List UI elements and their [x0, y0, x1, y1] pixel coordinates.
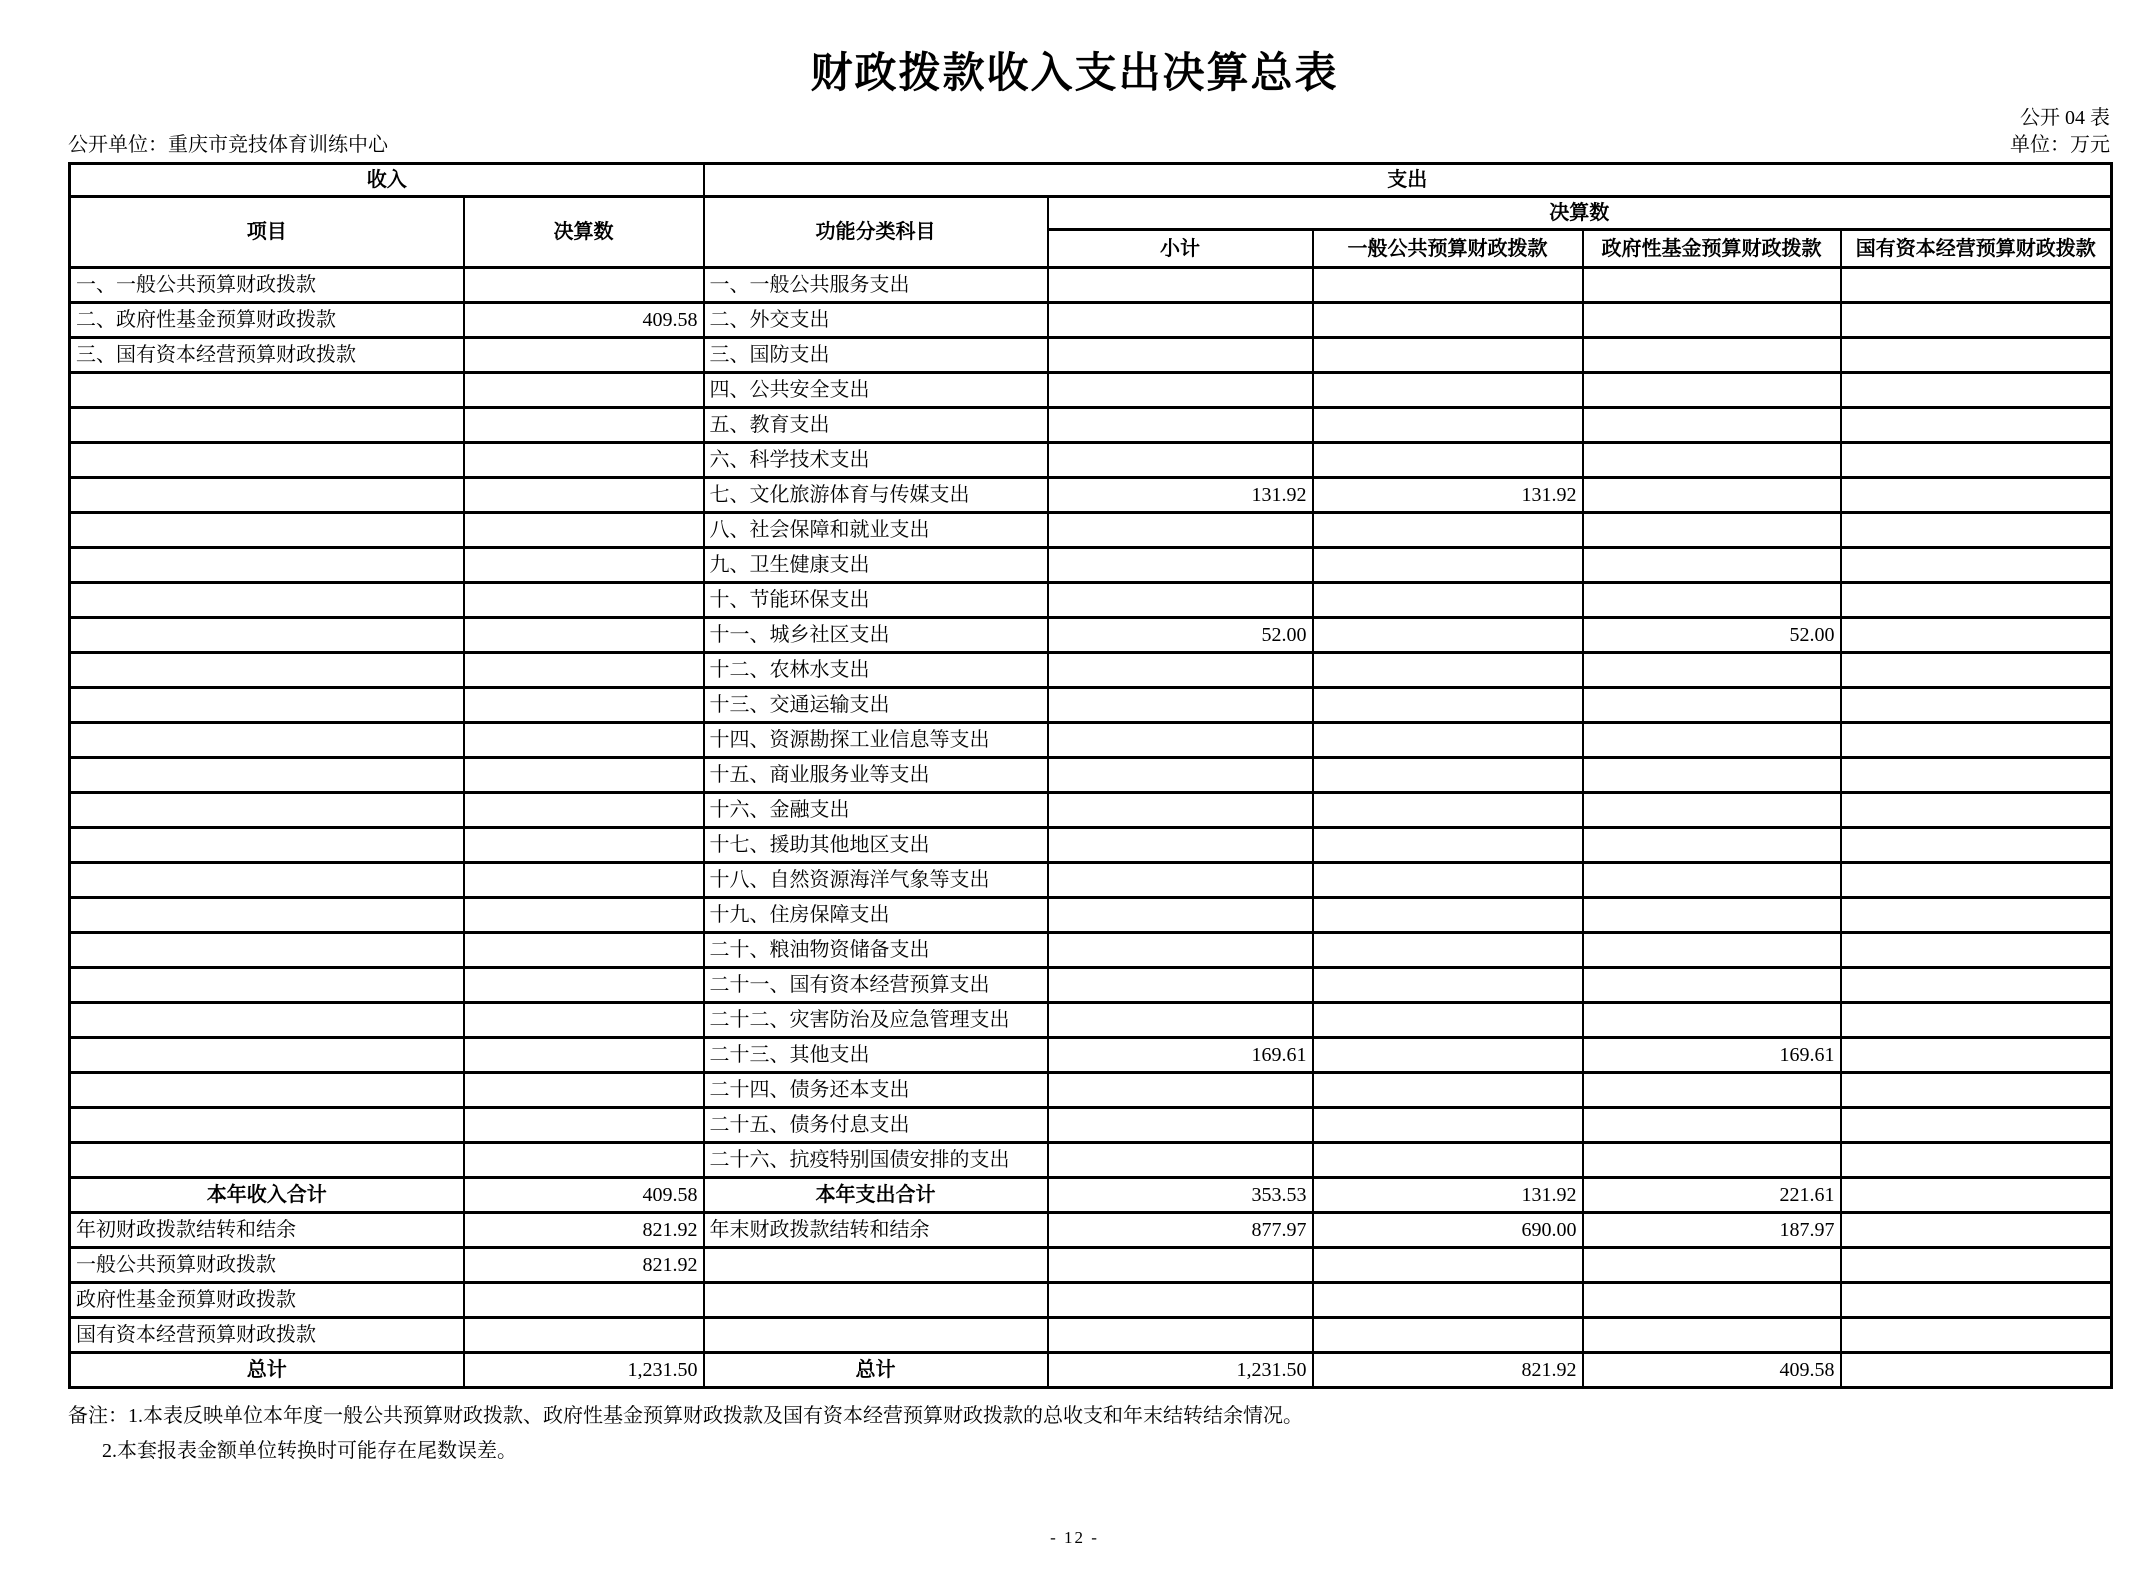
government-fund-budget-amount-cell	[1583, 723, 1841, 758]
subtotal-amount-cell	[1048, 513, 1313, 548]
income-amount-cell	[464, 828, 704, 863]
income-amount-cell	[464, 723, 704, 758]
government-fund-budget-amount-cell	[1583, 513, 1841, 548]
income-amount-cell	[464, 583, 704, 618]
general-public-budget-amount-cell	[1313, 583, 1583, 618]
state-capital-budget-amount-cell	[1841, 1353, 2112, 1388]
income-amount-cell	[464, 268, 704, 303]
expenditure-item-cell: 二、外交支出	[704, 303, 1048, 338]
general-public-budget-amount-cell	[1313, 373, 1583, 408]
government-fund-budget-amount-cell	[1583, 1073, 1841, 1108]
subtotal-amount-cell	[1048, 548, 1313, 583]
expenditure-item-cell: 六、科学技术支出	[704, 443, 1048, 478]
government-fund-budget-amount-cell	[1583, 1143, 1841, 1178]
general-public-budget-amount-cell: 131.92	[1313, 1178, 1583, 1213]
state-capital-budget-amount-cell	[1841, 653, 2112, 688]
table-row	[70, 408, 2112, 443]
col-header-subtotal: 小计	[1048, 230, 1313, 268]
government-fund-budget-amount-cell	[1583, 793, 1841, 828]
col-header-final-amount: 决算数	[464, 197, 704, 268]
table-row	[70, 513, 2112, 548]
government-fund-budget-amount-cell	[1583, 548, 1841, 583]
fiscal-appropriation-table	[68, 162, 2113, 1389]
state-capital-budget-amount-cell	[1841, 338, 2112, 373]
expenditure-item-cell: 二十二、灾害防治及应急管理支出	[704, 1003, 1048, 1038]
income-amount-cell: 409.58	[464, 303, 704, 338]
state-capital-budget-amount-cell	[1841, 793, 2112, 828]
general-public-budget-amount-cell	[1313, 1318, 1583, 1353]
state-capital-budget-amount-cell	[1841, 688, 2112, 723]
table-row	[70, 758, 2112, 793]
income-item-cell	[70, 408, 464, 443]
income-amount-cell	[464, 793, 704, 828]
government-fund-budget-amount-cell	[1583, 338, 1841, 373]
income-amount-cell	[464, 408, 704, 443]
page-title: 财政拨款收入支出决算总表	[810, 51, 1339, 97]
income-item-cell	[70, 653, 464, 688]
income-item-cell	[70, 723, 464, 758]
subtotal-amount-cell	[1048, 1108, 1313, 1143]
government-fund-budget-amount-cell	[1583, 688, 1841, 723]
income-amount-cell	[464, 933, 704, 968]
expenditure-item-cell: 九、卫生健康支出	[704, 548, 1048, 583]
general-public-budget-amount-cell	[1313, 408, 1583, 443]
income-item-cell: 年初财政拨款结转和结余	[70, 1213, 464, 1248]
income-item-cell: 一般公共预算财政拨款	[70, 1248, 464, 1283]
subtotal-amount-cell	[1048, 1318, 1313, 1353]
state-capital-budget-amount-cell	[1841, 723, 2112, 758]
state-capital-budget-amount-cell	[1841, 1038, 2112, 1073]
income-item-cell	[70, 933, 464, 968]
general-public-budget-amount-cell	[1313, 828, 1583, 863]
col-header-government-fund-budget: 政府性基金预算财政拨款	[1583, 230, 1841, 268]
general-public-budget-amount-cell	[1313, 1038, 1583, 1073]
expenditure-section-header: 支出	[704, 164, 2112, 197]
expenditure-item-cell: 本年支出合计	[704, 1178, 1048, 1213]
page-number: - 12 -	[1050, 1528, 1099, 1547]
income-amount-cell	[464, 513, 704, 548]
general-public-budget-amount-cell	[1313, 303, 1583, 338]
general-public-budget-amount-cell: 690.00	[1313, 1213, 1583, 1248]
government-fund-budget-amount-cell	[1583, 1003, 1841, 1038]
government-fund-budget-amount-cell: 221.61	[1583, 1178, 1841, 1213]
general-public-budget-amount-cell	[1313, 688, 1583, 723]
subtotal-amount-cell	[1048, 303, 1313, 338]
table-row	[70, 478, 2112, 513]
table-row	[70, 863, 2112, 898]
income-amount-cell: 1,231.50	[464, 1353, 704, 1388]
subtotal-amount-cell: 877.97	[1048, 1213, 1313, 1248]
table-row	[70, 443, 2112, 478]
state-capital-budget-amount-cell	[1841, 968, 2112, 1003]
general-public-budget-amount-cell	[1313, 268, 1583, 303]
table-row	[70, 1143, 2112, 1178]
government-fund-budget-amount-cell	[1583, 758, 1841, 793]
income-item-cell: 总计	[70, 1353, 464, 1388]
general-public-budget-amount-cell	[1313, 723, 1583, 758]
general-public-budget-amount-cell	[1313, 1248, 1583, 1283]
subtotal-amount-cell	[1048, 268, 1313, 303]
col-group-final-amount: 决算数	[1048, 197, 2112, 230]
expenditure-item-cell	[704, 1248, 1048, 1283]
expenditure-item-cell: 四、公共安全支出	[704, 373, 1048, 408]
income-item-cell	[70, 758, 464, 793]
income-amount-cell	[464, 653, 704, 688]
government-fund-budget-amount-cell	[1583, 898, 1841, 933]
document-page	[0, 50, 2149, 1570]
meta-row	[68, 132, 2110, 158]
state-capital-budget-amount-cell	[1841, 548, 2112, 583]
notes-block	[68, 1399, 2149, 1469]
subtotal-amount-cell	[1048, 793, 1313, 828]
income-amount-cell	[464, 548, 704, 583]
general-public-budget-amount-cell	[1313, 968, 1583, 1003]
expenditure-item-cell: 二十三、其他支出	[704, 1038, 1048, 1073]
table-header-row-groups	[70, 197, 2112, 230]
subtotal-amount-cell	[1048, 758, 1313, 793]
income-item-cell	[70, 863, 464, 898]
note-line-2: 2.本套报表金额单位转换时可能存在尾数误差。	[102, 1440, 517, 1463]
state-capital-budget-amount-cell	[1841, 373, 2112, 408]
income-amount-cell	[464, 758, 704, 793]
state-capital-budget-amount-cell	[1841, 1318, 2112, 1353]
income-amount-cell	[464, 1073, 704, 1108]
government-fund-budget-amount-cell	[1583, 408, 1841, 443]
subtotal-amount-cell	[1048, 723, 1313, 758]
subtotal-amount-cell	[1048, 338, 1313, 373]
table-row	[70, 618, 2112, 653]
subtotal-amount-cell	[1048, 968, 1313, 1003]
expenditure-item-cell: 五、教育支出	[704, 408, 1048, 443]
expenditure-item-cell: 二十五、债务付息支出	[704, 1108, 1048, 1143]
table-row	[70, 688, 2112, 723]
general-public-budget-amount-cell	[1313, 618, 1583, 653]
government-fund-budget-amount-cell: 52.00	[1583, 618, 1841, 653]
state-capital-budget-amount-cell	[1841, 1108, 2112, 1143]
expenditure-item-cell: 十六、金融支出	[704, 793, 1048, 828]
general-public-budget-amount-cell	[1313, 793, 1583, 828]
col-header-functional-category: 功能分类科目	[704, 197, 1048, 268]
expenditure-item-cell: 十三、交通运输支出	[704, 688, 1048, 723]
expenditure-item-cell: 十五、商业服务业等支出	[704, 758, 1048, 793]
subtotal-amount-cell: 131.92	[1048, 478, 1313, 513]
income-amount-cell: 821.92	[464, 1248, 704, 1283]
table-row	[70, 1003, 2112, 1038]
government-fund-budget-amount-cell	[1583, 443, 1841, 478]
income-item-cell	[70, 373, 464, 408]
state-capital-budget-amount-cell	[1841, 758, 2112, 793]
expenditure-item-cell: 三、国防支出	[704, 338, 1048, 373]
state-capital-budget-amount-cell	[1841, 1248, 2112, 1283]
table-row	[70, 1108, 2112, 1143]
subtotal-amount-cell	[1048, 1143, 1313, 1178]
expenditure-item-cell	[704, 1283, 1048, 1318]
expenditure-item-cell: 十一、城乡社区支出	[704, 618, 1048, 653]
subtotal-amount-cell: 353.53	[1048, 1178, 1313, 1213]
government-fund-budget-amount-cell	[1583, 303, 1841, 338]
income-item-cell	[70, 898, 464, 933]
income-amount-cell	[464, 1108, 704, 1143]
table-row	[70, 1073, 2112, 1108]
government-fund-budget-amount-cell	[1583, 933, 1841, 968]
state-capital-budget-amount-cell	[1841, 1178, 2112, 1213]
general-public-budget-amount-cell	[1313, 443, 1583, 478]
general-public-budget-amount-cell	[1313, 1283, 1583, 1318]
state-capital-budget-amount-cell	[1841, 828, 2112, 863]
currency-unit-label: 单位：万元	[2010, 134, 2110, 157]
state-capital-budget-amount-cell	[1841, 513, 2112, 548]
income-amount-cell	[464, 688, 704, 723]
government-fund-budget-amount-cell: 187.97	[1583, 1213, 1841, 1248]
state-capital-budget-amount-cell	[1841, 1283, 2112, 1318]
general-public-budget-amount-cell	[1313, 1073, 1583, 1108]
table-row	[70, 653, 2112, 688]
expenditure-item-cell: 二十、粮油物资储备支出	[704, 933, 1048, 968]
subtotal-amount-cell	[1048, 443, 1313, 478]
table-body	[70, 268, 2112, 1388]
subtotal-amount-cell	[1048, 863, 1313, 898]
subtotal-amount-cell	[1048, 653, 1313, 688]
state-capital-budget-amount-cell	[1841, 933, 2112, 968]
expenditure-item-cell: 十二、农林水支出	[704, 653, 1048, 688]
income-item-cell: 三、国有资本经营预算财政拨款	[70, 338, 464, 373]
government-fund-budget-amount-cell: 409.58	[1583, 1353, 1841, 1388]
expenditure-item-cell: 十八、自然资源海洋气象等支出	[704, 863, 1048, 898]
expenditure-item-cell	[704, 1318, 1048, 1353]
income-amount-cell: 821.92	[464, 1213, 704, 1248]
subtotal-amount-cell	[1048, 1283, 1313, 1318]
government-fund-budget-amount-cell	[1583, 1283, 1841, 1318]
income-item-cell: 二、政府性基金预算财政拨款	[70, 303, 464, 338]
income-item-cell: 国有资本经营预算财政拨款	[70, 1318, 464, 1353]
subtotal-amount-cell	[1048, 583, 1313, 618]
expenditure-item-cell: 一、一般公共服务支出	[704, 268, 1048, 303]
income-item-cell	[70, 583, 464, 618]
state-capital-budget-amount-cell	[1841, 478, 2112, 513]
general-public-budget-amount-cell	[1313, 548, 1583, 583]
income-item-cell: 政府性基金预算财政拨款	[70, 1283, 464, 1318]
income-item-cell	[70, 1038, 464, 1073]
government-fund-budget-amount-cell	[1583, 828, 1841, 863]
expenditure-item-cell: 总计	[704, 1353, 1048, 1388]
government-fund-budget-amount-cell	[1583, 1108, 1841, 1143]
subtotal-amount-cell	[1048, 1073, 1313, 1108]
government-fund-budget-amount-cell	[1583, 863, 1841, 898]
table-row	[70, 968, 2112, 1003]
table-row	[70, 1178, 2112, 1213]
income-item-cell	[70, 618, 464, 653]
expenditure-item-cell: 十九、住房保障支出	[704, 898, 1048, 933]
general-public-budget-amount-cell	[1313, 653, 1583, 688]
income-amount-cell	[464, 863, 704, 898]
state-capital-budget-amount-cell	[1841, 443, 2112, 478]
general-public-budget-amount-cell	[1313, 338, 1583, 373]
subtotal-amount-cell	[1048, 1003, 1313, 1038]
state-capital-budget-amount-cell	[1841, 408, 2112, 443]
expenditure-item-cell: 二十一、国有资本经营预算支出	[704, 968, 1048, 1003]
table-row	[70, 583, 2112, 618]
subtotal-amount-cell: 169.61	[1048, 1038, 1313, 1073]
table-row	[70, 828, 2112, 863]
table-row	[70, 303, 2112, 338]
table-row	[70, 1213, 2112, 1248]
state-capital-budget-amount-cell	[1841, 268, 2112, 303]
state-capital-budget-amount-cell	[1841, 1003, 2112, 1038]
government-fund-budget-amount-cell	[1583, 268, 1841, 303]
expenditure-item-cell: 七、文化旅游体育与传媒支出	[704, 478, 1048, 513]
income-item-cell	[70, 1143, 464, 1178]
expenditure-item-cell: 十、节能环保支出	[704, 583, 1048, 618]
income-item-cell	[70, 1073, 464, 1108]
government-fund-budget-amount-cell	[1583, 478, 1841, 513]
income-item-cell	[70, 828, 464, 863]
general-public-budget-amount-cell	[1313, 758, 1583, 793]
income-item-cell	[70, 1003, 464, 1038]
subtotal-amount-cell	[1048, 373, 1313, 408]
subtotal-amount-cell	[1048, 898, 1313, 933]
general-public-budget-amount-cell	[1313, 1003, 1583, 1038]
income-amount-cell	[464, 1283, 704, 1318]
government-fund-budget-amount-cell	[1583, 1318, 1841, 1353]
state-capital-budget-amount-cell	[1841, 898, 2112, 933]
note-line-1: 备注：1.本表反映单位本年度一般公共预算财政拨款、政府性基金预算财政拨款及国有资本经营预算财政拨款的总收支和年末结转结余情况。	[68, 1405, 1303, 1428]
table-row	[70, 268, 2112, 303]
expenditure-item-cell: 十四、资源勘探工业信息等支出	[704, 723, 1048, 758]
income-amount-cell	[464, 968, 704, 1003]
general-public-budget-amount-cell	[1313, 513, 1583, 548]
income-amount-cell: 409.58	[464, 1178, 704, 1213]
table-row	[70, 723, 2112, 758]
income-item-cell	[70, 548, 464, 583]
income-amount-cell	[464, 618, 704, 653]
table-row	[70, 548, 2112, 583]
subtotal-amount-cell: 1,231.50	[1048, 1353, 1313, 1388]
table-row	[70, 1353, 2112, 1388]
table-row	[70, 793, 2112, 828]
expenditure-item-cell: 八、社会保障和就业支出	[704, 513, 1048, 548]
expenditure-item-cell: 年末财政拨款结转和结余	[704, 1213, 1048, 1248]
subtotal-amount-cell	[1048, 688, 1313, 723]
income-amount-cell	[464, 338, 704, 373]
state-capital-budget-amount-cell	[1841, 303, 2112, 338]
income-item-cell	[70, 688, 464, 723]
income-amount-cell	[464, 1143, 704, 1178]
form-number: 公开 04 表	[2020, 107, 2110, 130]
state-capital-budget-amount-cell	[1841, 1073, 2112, 1108]
income-item-cell: 本年收入合计	[70, 1178, 464, 1213]
table-row	[70, 1318, 2112, 1353]
table-row	[70, 1283, 2112, 1318]
general-public-budget-amount-cell	[1313, 863, 1583, 898]
income-section-header: 收入	[70, 164, 704, 197]
government-fund-budget-amount-cell	[1583, 1248, 1841, 1283]
publishing-unit-label: 公开单位：重庆市竞技体育训练中心	[68, 134, 388, 157]
income-amount-cell	[464, 443, 704, 478]
expenditure-item-cell: 二十六、抗疫特别国债安排的支出	[704, 1143, 1048, 1178]
government-fund-budget-amount-cell	[1583, 653, 1841, 688]
table-row	[70, 1038, 2112, 1073]
subtotal-amount-cell: 52.00	[1048, 618, 1313, 653]
expenditure-item-cell: 二十四、债务还本支出	[704, 1073, 1048, 1108]
income-amount-cell	[464, 373, 704, 408]
table-row	[70, 373, 2112, 408]
general-public-budget-amount-cell	[1313, 1108, 1583, 1143]
expenditure-item-cell: 十七、援助其他地区支出	[704, 828, 1048, 863]
income-item-cell	[70, 513, 464, 548]
subtotal-amount-cell	[1048, 933, 1313, 968]
table-row	[70, 1248, 2112, 1283]
table-header-row-sections	[70, 164, 2112, 197]
table-row	[70, 338, 2112, 373]
income-item-cell	[70, 793, 464, 828]
government-fund-budget-amount-cell	[1583, 968, 1841, 1003]
general-public-budget-amount-cell: 821.92	[1313, 1353, 1583, 1388]
table-row	[70, 898, 2112, 933]
state-capital-budget-amount-cell	[1841, 618, 2112, 653]
government-fund-budget-amount-cell	[1583, 583, 1841, 618]
income-item-cell	[70, 968, 464, 1003]
income-item-cell	[70, 478, 464, 513]
general-public-budget-amount-cell	[1313, 1143, 1583, 1178]
general-public-budget-amount-cell: 131.92	[1313, 478, 1583, 513]
subtotal-amount-cell	[1048, 408, 1313, 443]
income-amount-cell	[464, 1003, 704, 1038]
income-item-cell: 一、一般公共预算财政拨款	[70, 268, 464, 303]
income-item-cell	[70, 443, 464, 478]
income-item-cell	[70, 1108, 464, 1143]
state-capital-budget-amount-cell	[1841, 583, 2112, 618]
state-capital-budget-amount-cell	[1841, 863, 2112, 898]
income-amount-cell	[464, 898, 704, 933]
state-capital-budget-amount-cell	[1841, 1143, 2112, 1178]
subtotal-amount-cell	[1048, 1248, 1313, 1283]
government-fund-budget-amount-cell: 169.61	[1583, 1038, 1841, 1073]
income-amount-cell	[464, 1318, 704, 1353]
general-public-budget-amount-cell	[1313, 898, 1583, 933]
col-header-general-public-budget: 一般公共预算财政拨款	[1313, 230, 1583, 268]
subtotal-amount-cell	[1048, 828, 1313, 863]
government-fund-budget-amount-cell	[1583, 373, 1841, 408]
income-amount-cell	[464, 478, 704, 513]
income-amount-cell	[464, 1038, 704, 1073]
state-capital-budget-amount-cell	[1841, 1213, 2112, 1248]
general-public-budget-amount-cell	[1313, 933, 1583, 968]
col-header-state-capital-budget: 国有资本经营预算财政拨款	[1841, 230, 2112, 268]
table-row	[70, 933, 2112, 968]
col-header-item: 项目	[70, 197, 464, 268]
